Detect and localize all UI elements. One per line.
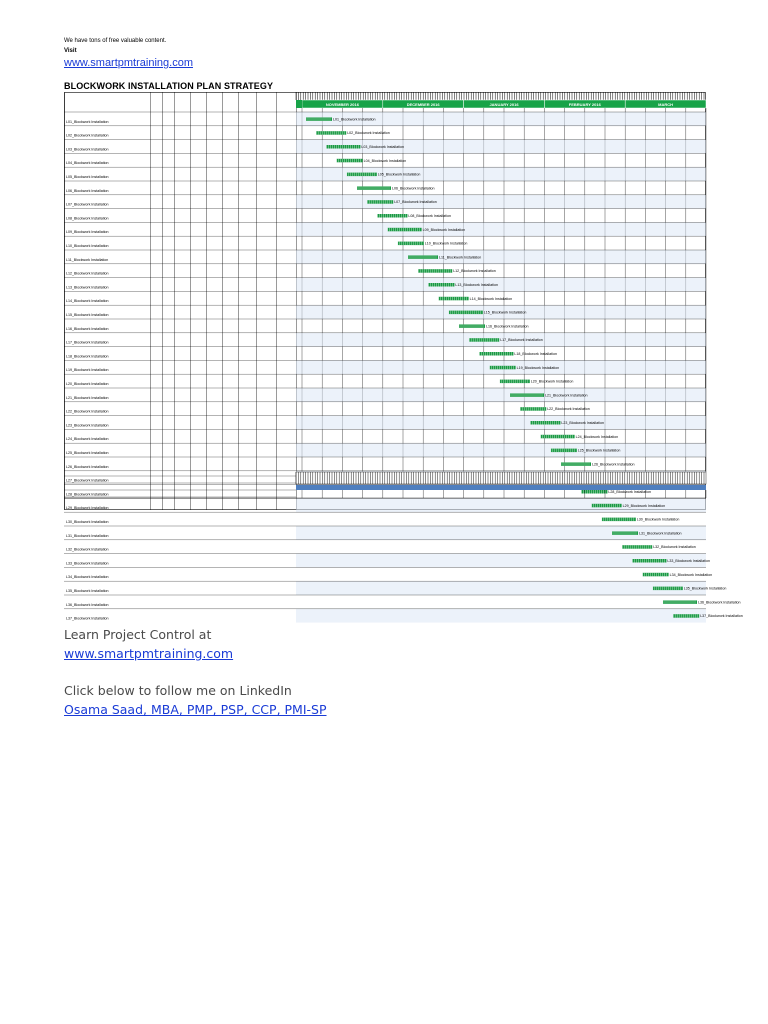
activity-name: L32_Blockwork Installation [66,547,109,552]
summary-bar [296,485,706,490]
bar-label: L02_Blockwork Installation [347,131,390,136]
bar-label: L01_Blockwork Installation [333,117,376,122]
activity-name: L13_Blockwork Installation [66,285,109,290]
gantt-bar [377,214,407,218]
gantt-spreadsheet [64,92,743,621]
activity-name: L14_Blockwork Installation [66,299,109,304]
activity-name: L17_Blockwork Installation [66,340,109,345]
activity-name: L18_Blockwork Installation [66,354,109,359]
bar-label: L15_Blockwork Installation [483,310,527,315]
gantt-bar [388,228,422,232]
bar-label: L35_Blockwork Installation [683,586,727,591]
bar-label: L13_Blockwork Installation [455,283,498,287]
bar-label: L37_Blockwork Installation [700,614,743,619]
gantt-bar [561,462,591,466]
activity-name: L05_Blockwork Installation [66,175,109,179]
gantt-bar [326,145,360,149]
bar-label: L20_Blockwork Installation [530,379,574,384]
activity-name: L35_Blockwork Installation [66,589,109,593]
activity-name: L08_Blockwork Installation [66,216,109,221]
gantt-bar [418,269,452,273]
gantt-bar [510,393,544,397]
bar-label: L23_Blockwork Installation [561,421,604,425]
row-band [296,581,706,595]
summary-area [296,472,706,484]
row-band [296,250,706,264]
activity-name: L01_Blockwork Installation [66,119,109,124]
bar-label: L07_Blockwork Installation [394,200,437,205]
intro-text: We have tons of free valuable content. [64,38,167,44]
row-band [296,278,706,292]
activity-name: L15_Blockwork Installation [66,313,109,317]
gantt-bar [592,504,622,508]
activity-name: L16_Blockwork Installation [66,326,109,331]
bar-label: L11_Blockwork Installation [439,255,482,260]
gantt-bar [449,311,483,315]
bar-label: L18_Blockwork Installation [514,352,557,356]
bar-label: L32_Blockwork Installation [653,545,696,550]
activity-name: L19_Blockwork Installation [66,368,109,373]
learn-text: Learn Project Control at [64,627,212,642]
gantt-bar [663,600,697,604]
bar-label: L12_Blockwork Installation [453,269,496,274]
gantt-bar [347,173,377,177]
gantt-bar [439,297,469,301]
row-band [296,222,706,236]
bar-label: L06_Blockwork Installation [392,186,435,191]
activity-name: L22_Blockwork Installation [66,409,109,414]
linkedin-author-link[interactable]: Osama Saad, MBA, PMP, PSP, CCP, PMI-SP [64,702,327,717]
activity-name: L02_Blockwork Installation [66,133,109,138]
bar-label: L24_Blockwork Installation [575,434,619,439]
activity-name: L03_Blockwork Installation [66,147,109,152]
bar-label: L29_Blockwork Installation [622,503,666,508]
activity-name: L36_Blockwork Installation [66,602,109,607]
bar-label: L19_Blockwork Installation [516,365,560,370]
row-band [296,416,706,430]
bar-label: L26_Blockwork Installation [592,462,635,467]
activity-name: L21_Blockwork Installation [66,395,109,400]
bar-label: L36_Blockwork Installation [698,600,741,605]
activity-name: L28_Blockwork Installation [66,492,109,497]
bar-label: L33_Blockwork Installation [667,559,710,563]
bar-label: L10_Blockwork Installation [424,241,468,246]
activity-name: L25_Blockwork Installation [66,451,109,455]
website-link-bottom[interactable]: www.smartpmtraining.com [64,646,234,661]
document-title: BLOCKWORK INSTALLATION PLAN STRATEGY [64,81,274,91]
activity-name: L12_Blockwork Installation [66,271,109,276]
activity-name: L26_Blockwork Installation [66,464,109,469]
row-band [296,443,706,457]
activity-name: L06_Blockwork Installation [66,188,109,193]
month-label: DECEMBER 2016 [406,102,440,107]
month-label: JANUARY 2016 [489,102,519,107]
bar-label: L30_Blockwork Installation [636,517,680,522]
bar-label: L25_Blockwork Installation [577,448,621,453]
gantt-bar [469,338,499,342]
bar-label: L31_Blockwork Installation [639,531,682,536]
gantt-bar [408,255,438,259]
gantt-bar [357,186,391,190]
row-band [296,388,706,402]
bar-label: L14_Blockwork Installation [469,296,513,301]
gantt-bar [541,435,575,439]
gantt-bar [653,587,683,591]
month-label: FEBRUARY 2016 [568,102,601,107]
website-link-top[interactable]: www.smartpmtraining.com [64,57,193,69]
gantt-bar [632,559,666,563]
activity-name: L09_Blockwork Installation [66,230,109,235]
bar-label: L09_Blockwork Installation [422,227,466,232]
gantt-chart [64,92,743,621]
activity-name: L24_Blockwork Installation [66,437,109,442]
activity-name: L37_Blockwork Installation [66,616,109,621]
activity-name: L29_Blockwork Installation [66,506,109,511]
follow-text: Click below to follow me on LinkedIn [64,683,292,698]
activity-name: L30_Blockwork Installation [66,520,109,524]
gantt-bar [500,380,530,384]
activity-name: L07_Blockwork Installation [66,202,109,207]
row-band [296,195,706,209]
visit-label: Visit [64,48,77,54]
bar-label: L16_Blockwork Installation [486,324,529,329]
activity-name: L27_Blockwork Installation [66,478,109,483]
activity-name: L10_Blockwork Installation [66,244,109,248]
activity-name: L31_Blockwork Installation [66,533,109,538]
activity-name: L04_Blockwork Installation [66,161,109,166]
gantt-bar [479,352,513,356]
bar-label: L08_Blockwork Installation [408,214,451,218]
row-band [296,609,706,623]
bar-label: L22_Blockwork Installation [547,407,590,412]
bar-label: L17_Blockwork Installation [500,338,543,343]
activity-name: L33_Blockwork Installation [66,561,109,566]
week-cell [296,100,302,108]
gantt-bar [316,131,346,135]
gantt-bar [602,518,636,522]
activity-name: L11_Blockwork Installation [66,257,109,262]
activity-name: L23_Blockwork Installation [66,423,109,428]
bar-label: L04_Blockwork Installation [363,158,407,163]
bar-label: L28_Blockwork Installation [608,490,651,494]
bar-label: L03_Blockwork Installation [361,145,404,149]
month-label: MARCH [658,102,674,107]
month-label: NOVEMBER 2016 [325,102,359,107]
gantt-bar [622,545,652,549]
bar-label: L34_Blockwork Installation [669,572,713,577]
activity-name: L34_Blockwork Installation [66,575,109,580]
bar-label: L05_Blockwork Installation [377,172,421,177]
gantt-bar [530,421,560,425]
bar-label: L21_Blockwork Installation [545,393,588,398]
activity-name: L20_Blockwork Installation [66,382,109,386]
